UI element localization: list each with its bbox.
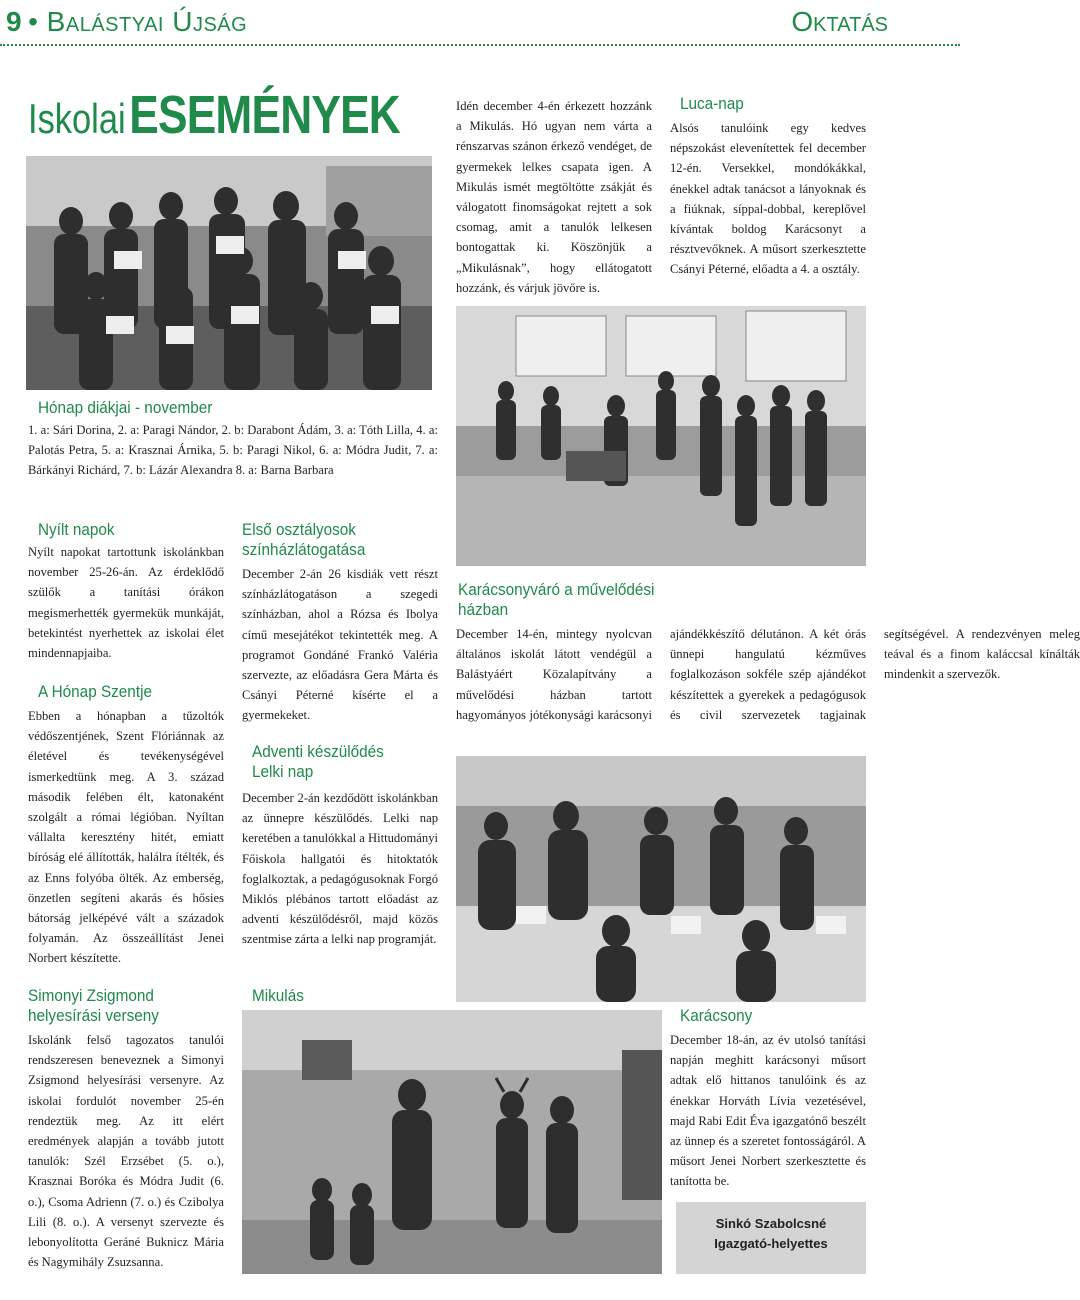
szinhaz-text: December 2-án 26 kisdiák vett részt színházlátogatáson a szegedi színházban, ahol a Rózsa és Ibolya című mesejátékot tekintették meg. A programot Gondáné Frankó Valéria szervezte, az előadásra Gera Márta és Csányi Péterné kísérte el a gyermekeket. [242, 567, 438, 723]
luca-title: Luca-nap [680, 94, 744, 113]
karacsony-title: Karácsony [680, 1006, 753, 1025]
honap-szentje-text: Ebben a hónapban a tűzoltók védőszentjének, Szent Flóriánnak az életével és tevékenységével ismerkedtünk meg. A 3. század második felében élt, katonaként szolgált a római légióban. Nyíltan vállalta keresztény hitét, emiatt bíróság elé állították, halálra ítélték, és az Enns folyóba ölték. Az emberség, önzetlen segíteni akarás és hősies bátorság jelképévé vált a századok folyamán. Az összeállítást Jenei Norbert készítette. [28, 709, 224, 966]
publication-name: Balástyai Újság [46, 6, 248, 37]
mikulas-intro-text: Idén december 4-én érkezett hozzánk a Mikulás. Hó ugyan nem várta a rénszarvas szánon érkező vendéget, de gyermekek lelkes csapata igen. A Mikulás ismét megtöltötte zsákját és válogatott finomságokat rejtett a sok csomag, amit a tanulók lelkesen bontogattak ki. Köszönjük a „Mikulásnak”, hogy ellátogatott hozzánk, és várjuk jövőre is. [456, 99, 652, 295]
simonyi-title: Simonyi Zsigmond helyesírási verseny [28, 986, 159, 1025]
karacsonyvaro-title: Karácsonyváró a művelődési házban [458, 580, 655, 619]
adventi-title: Adventi készülődés Lelki nap [252, 742, 384, 781]
karacsonyvaro-text: December 14-én, mintegy nyolcvan általános iskolát látott vendégül a Balástyáért Közalapítvány a művelődési házban tartott hagyományos jótékonysági karácsonyi ajándékkészítő délutánon. A két órás ünnepi hangulatú kézműves foglalkozáson sokféle szép ajándékot készítettek a gyerekek a pedagógusok és civil szervezetek tagjainak segítségével. A rendezvényen meleg teával és a finom kaláccsal kínálták mindenkit a szervezők. [456, 627, 1080, 722]
luca-text: Alsós tanulóink egy kedves népszokást elevenítettek fel december 12-én. Versekkel, mondókákkal, énekkel adtak tanácsot a lányoknak és a fiúknak, síppal-dobbal, kereplővel kívántak boldog Karácsonyt a résztvevőknek. A műsort szerkesztette Csányi Péterné, előadta a 4. a osztály. [670, 121, 866, 277]
header-divider [0, 44, 960, 46]
mikulas-photo [242, 1010, 662, 1274]
honap-diakjai-title: Hónap diákjai - november [38, 398, 213, 417]
mikulas-title: Mikulás [252, 986, 304, 1005]
page-number: 9 [6, 6, 23, 37]
page-title-part1: Iskolai [28, 95, 126, 142]
header-bullet: • [28, 6, 39, 37]
nyilt-napok-text: Nyílt napokat tartottunk iskolánkban november 25-26-án. Az érdeklődő szülők a tanítási órákon megismerhették gyermekük munkáját, betekintést nyerhettek az iskolai élet mindennapjaiba. [28, 545, 224, 661]
signature-role: Igazgató-helyettes [714, 1236, 828, 1251]
page-title-part2: ESEMÉNYEK [129, 85, 400, 145]
karacsonyvaro-photo [456, 756, 866, 1002]
signature-box [676, 1202, 866, 1274]
karacsonyvaro-columns [456, 624, 1080, 744]
luca-nap-photo [456, 306, 866, 566]
karacsony-text: December 18-án, az év utolsó tanítási napján meghitt karácsonyi műsort adtak elő hittanos tanulóink és az énekkar Horváth Lívia vezetésével, majd Rabi Edit Éva igazgatónő beszélt az ünnep és a szeretet fontosságáról. A műsort Jenei Norbert szerkesztette és tanította be. [670, 1033, 866, 1189]
nyilt-napok-title: Nyílt napok [38, 520, 115, 539]
student-group-photo [26, 156, 432, 390]
signature-name: Sinkó Szabolcsné [715, 1216, 827, 1231]
section-name: Oktatás [791, 6, 888, 37]
honap-diakjai-text: 1. a: Sári Dorina, 2. a: Paragi Nándor, 2. b: Darabont Ádám, 3. a: Tóth Lilla, 4. a: Palotás Petra, 5. a: Krasznai Árnika, 5. b: Paragi Nikol, 6. a: Módra Judit, 7. a: Bárkányi Richárd, 7. b: Lázár Alexandra 8. a: Barna Barbara [28, 423, 438, 478]
adventi-text: December 2-án kezdődött iskolánkban az ünnepre készülődés. Lelki nap keretében a tanulókkal a Hittudományi Főiskola hallgatói és hitoktatók foglalkoztak, a pedagógusoknak Forgó Miklós plébános tartott előadást az adventi készülődésről, majd közös szentmise zárta a lelki nap programját. [242, 791, 438, 947]
szinhaz-title: Első osztályosok színházlátogatása [242, 520, 366, 559]
page-title [28, 84, 400, 146]
honap-szentje-title: A Hónap Szentje [38, 682, 152, 701]
page-header-left [6, 6, 247, 38]
simonyi-text: Iskolánk felső tagozatos tanulói rendszeresen beneveznek a Simonyi Zsigmond helyesírási versenyre. Az iskolai fordulót november 25-én rendeztük meg. Az itt elért eredmények alapján a tovább jutott tanulók: Szél Erzsébet (5. o.), Krasznai Boróka és Módra Judit (6. o.), Csoma Adrienn (7. o.) és Czibolya Lili (8. o.). A versenyt szervezte és lebonyolította Geráné Buknicz Mária és Nagymihály Zsuzsanna. [28, 1033, 224, 1270]
